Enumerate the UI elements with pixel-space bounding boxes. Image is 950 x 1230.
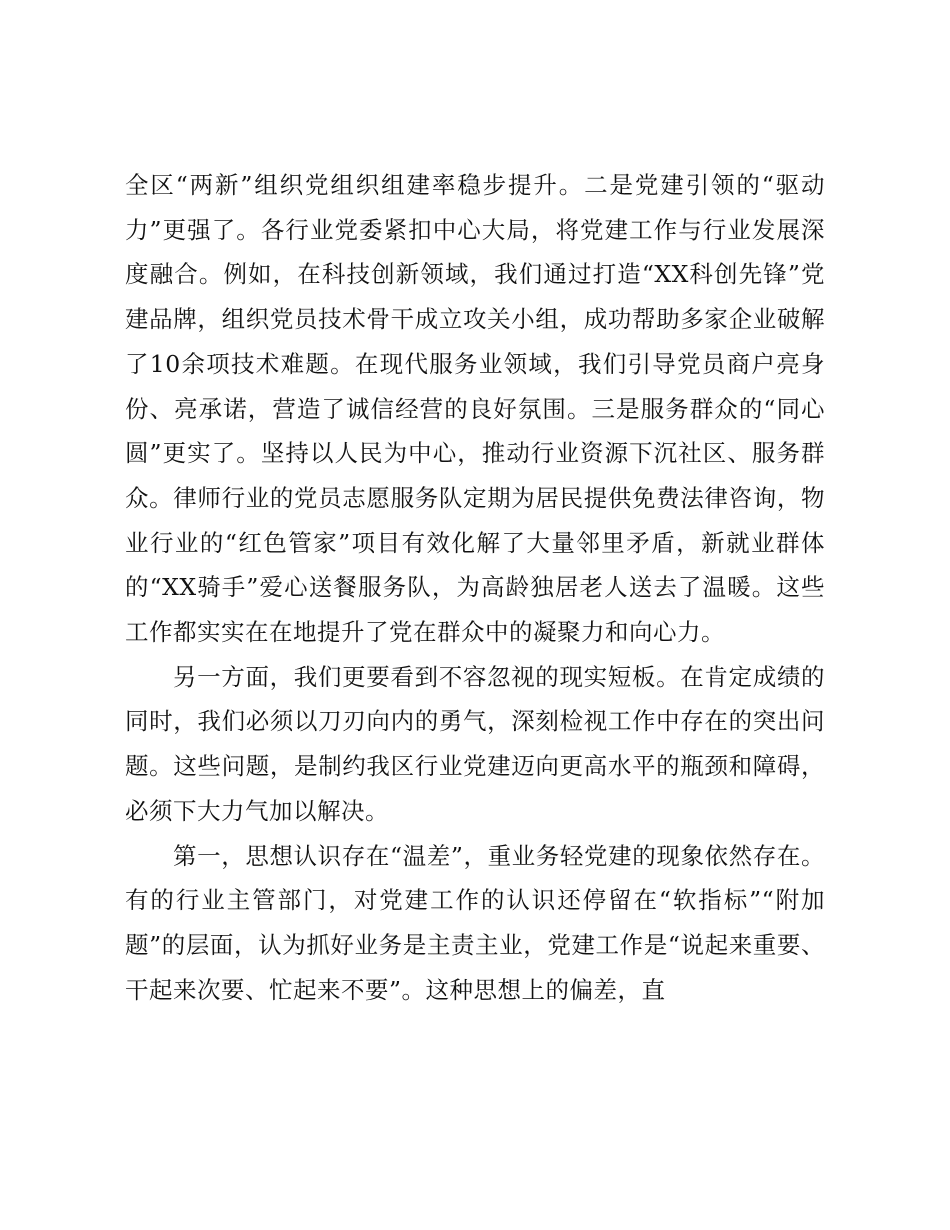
paragraph-2: 另一方面，我们更要看到不容忽视的现实短板。在肯定成绩的同时，我们必须以刀刃向内的勇气，深刻检视工作中存在的突出问题。这些问题，是制约我区行业党建迈向更高水平的瓶颈和障碍，必须下大力气加以解决。 <box>125 662 825 825</box>
document-body <box>125 163 825 1012</box>
paragraph-1: 全区“两新”组织党组织组建率稳步提升。二是党建引领的“驱动力”更强了。各行业党委紧扣中心大局，将党建工作与行业发展深度融合。例如，在科技创新领域，我们通过打造“XX科创先锋”党建品牌，组织党员技术骨干成立攻关小组，成功帮助多家企业破解了10余项技术难题。在现代服务业领域，我们引导党员商户亮身份、亮承诺，营造了诚信经营的良好氛围。三是服务群众的“同心圆”更实了。坚持以人民为中心，推动行业资源下沉社区、服务群众。律师行业的党员志愿服务队定期为居民提供免费法律咨询，物业行业的“红色管家”项目有效化解了大量邻里矛盾，新就业群体的“XX骑手”爱心送餐服务队，为高龄独居老人送去了温暖。这些工作都实实在在地提升了党在群众中的凝聚力和向心力。 <box>125 171 825 647</box>
paragraph-3: 第一，思想认识存在“温差”，重业务轻党建的现象依然存在。有的行业主管部门，对党建工作的认识还停留在“软指标”“附加题”的层面，认为抓好业务是主责主业，党建工作是“说起来重要、干起来次要、忙起来不要”。这种思想上的偏差，直 <box>125 841 825 1004</box>
